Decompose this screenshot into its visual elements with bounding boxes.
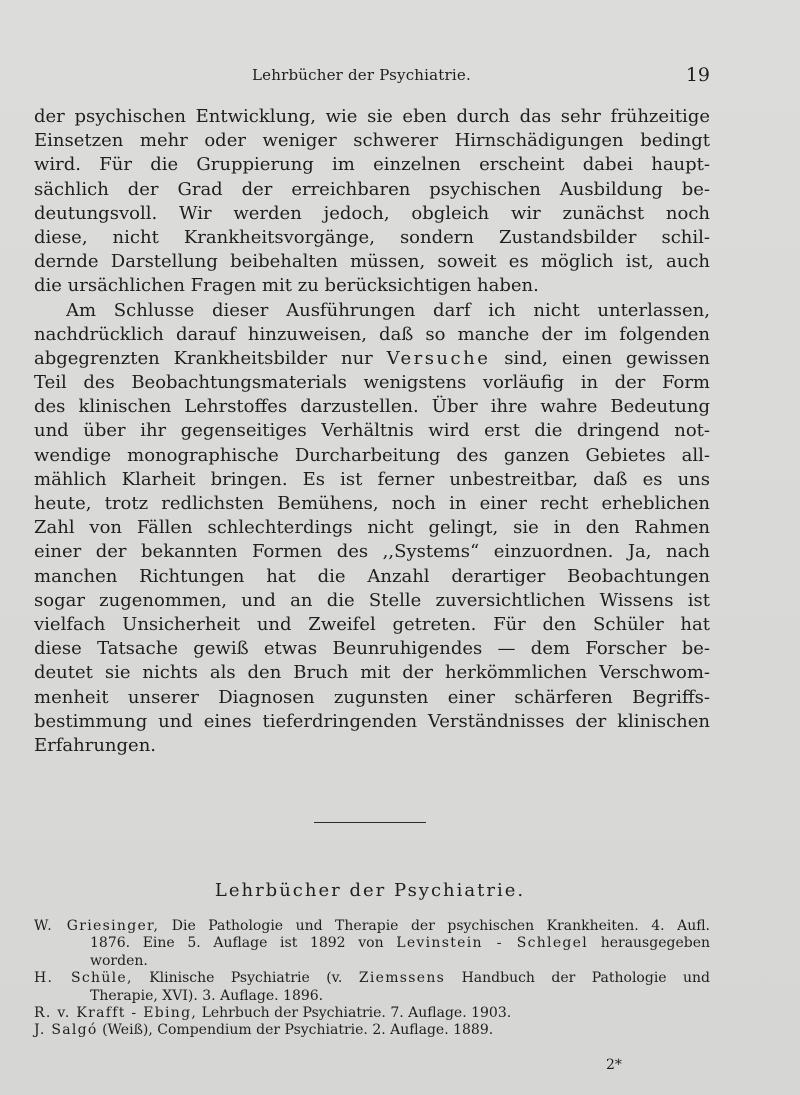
author-name: R. v. Krafft - Ebing, [34,1004,198,1021]
text-fragment: abgegrenzten Krankheitsbilder nur [34,347,373,369]
text-line: deutet sie nichts als den Bruch mit der herkömmlichen Verschwom- [34,662,710,684]
author-name: H. Schüle, [34,970,133,987]
bibliography-entry [34,1022,710,1039]
text-line: Am Schlusse dieser Ausführungen darf ich nicht unterlassen, [66,299,710,321]
text-line: dernde Darstellung beibehalten müssen, soweit es möglich ist, auch [34,251,710,273]
text-line: Einsetzen mehr oder weniger schwerer Hirnschädigungen bedingt [34,130,710,152]
text-line: der psychischen Entwicklung, wie sie eben durch das sehr frühzeitige [34,106,710,127]
text-fragment: sind, einen gewissen [504,347,710,369]
page-number: 19 [685,64,710,86]
bib-text: herausgegeben [600,935,711,952]
bib-line [34,918,710,935]
emphasized-word: Versuche [386,347,491,369]
text-line: sogar zugenommen, und an die Stelle zuversichtlichen Wissens ist [34,589,710,611]
author-name: Levinstein - Schlegel [396,935,589,952]
text-line: sächlich der Grad der erreichbaren psychischen Ausbildung be- [34,178,710,200]
text-line: bestimmung und eines tieferdringenden Verständnisses der klinischen [34,710,710,732]
text-line: deutungsvoll. Wir werden jedoch, obgleich wir zunächst noch [34,202,710,224]
bib-text: Die Pathologie und Therapie der psychischen Krankheiten. 4. Aufl. [171,918,711,934]
text-line: einer der bekannten Formen des ,,Systems“ einzuordnen. Ja, nach [34,541,710,563]
text-line: diese Tatsache gewiß etwas Beunruhigendes — dem Forscher be- [34,638,710,660]
bib-text: Klinische Psychiatrie (v. [149,970,343,987]
bib-line: worden. [90,952,148,969]
text-line: vielfach Unsicherheit und Zweifel getreten. Für den Schüler hat [34,613,710,635]
bib-line [34,935,710,952]
section-title: Lehrbücher der Psychiatrie. [214,880,526,901]
bib-text: 1876. Eine 5. Auflage ist 1892 von [90,935,384,952]
text-line: des klinischen Lehrstoffes darzustellen. Über ihre wahre Bedeutung [34,396,710,418]
bibliography [34,918,710,1040]
author-name: Ziemssens [358,970,446,987]
printer-signature: 2* [606,1057,622,1073]
section-divider [314,822,426,823]
bib-line [34,970,710,987]
text-line: wird. Für die Gruppierung im einzelnen erscheint dabei haupt- [34,154,710,176]
text-line: mählich Klarheit bringen. Es ist ferner unbestreitbar, daß es uns [34,468,710,490]
bib-line [34,1005,710,1022]
bib-text: Lehrbuch der Psychiatrie. 7. Auflage. 1903. [201,1004,512,1021]
author-name: J. Salgó [34,1022,98,1039]
running-title: Lehrbücher der Psychiatrie. [252,66,471,84]
text-line: die ursächlichen Fragen mit zu berücksichtigen haben. [34,275,539,297]
text-line: nachdrücklich darauf hinzuweisen, daß so manche der im folgenden [34,323,710,345]
text-line: heute, trotz redlichsten Bemühens, noch in einer recht erheblichen [34,493,710,514]
bib-text: (Weiß), Compendium der Psychiatrie. 2. Auflage. 1889. [102,1022,494,1039]
author-name: W. Griesinger, [34,918,160,934]
bibliography-entry [34,970,710,1005]
bib-line [34,1022,710,1039]
text-line: wendige monographische Durcharbeitung des ganzen Gebietes all- [34,444,710,466]
bibliography-entry [34,1005,710,1022]
text-line: manchen Richtungen hat die Anzahl derartiger Beobachtungen [34,565,710,587]
text-line: und über ihr gegenseitiges Verhältnis wird erst die dringend not- [34,420,710,442]
text-line: menheit unserer Diagnosen zugunsten einer schärferen Begriffs- [34,686,710,708]
text-line: Teil des Beobachtungsmaterials wenigstens vorläufig in der Form [34,372,710,394]
text-line [34,347,710,371]
body-text [34,105,710,758]
page-header [34,66,710,90]
text-line: Erfahrungen. [34,734,157,756]
text-line: diese, nicht Krankheitsvorgänge, sondern Zustandsbilder schil- [34,226,710,248]
bib-line: Therapie, XVI). 3. Auflage. 1896. [90,987,324,1004]
text-line: Zahl von Fällen schlechterdings nicht gelingt, sie in den Rahmen [34,517,710,539]
bibliography-entry [34,918,710,970]
bib-text: Handbuch der Pathologie und [461,970,711,987]
